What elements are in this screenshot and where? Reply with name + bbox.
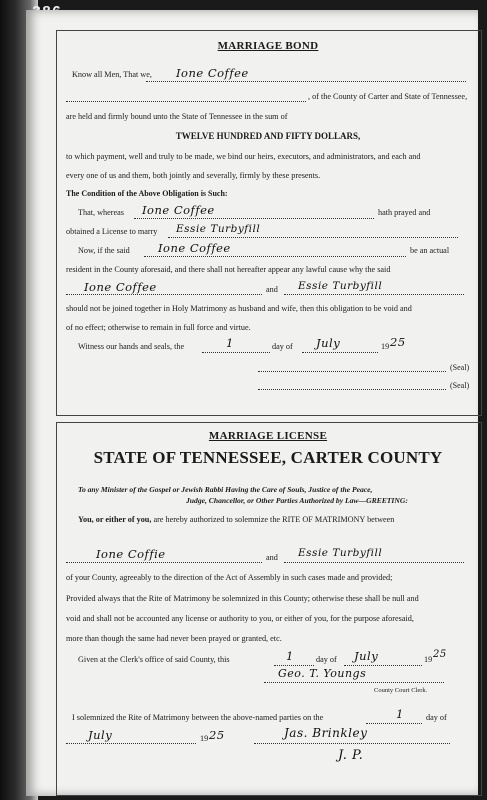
bond-seal-rule-1	[258, 371, 446, 372]
bond-should-not-2: of no effect; otherwise to remain in full force and virtue.	[66, 323, 251, 332]
bond-bride-rule	[284, 294, 464, 295]
bond-whereas-name: Ione Coffee	[142, 203, 215, 217]
bond-principal-name: Ione Coffee	[176, 66, 249, 80]
license-state-county: STATE OF TENNESSEE, CARTER COUNTY	[93, 448, 443, 467]
bond-payment-line-2: every one of us and them, both jointly and severally, firmly by these presents.	[66, 171, 321, 180]
bond-day-rule	[202, 352, 270, 353]
bond-county-line: , of the County of Carter and State of Tennessee,	[308, 92, 468, 101]
bond-license-bride: Essie Turbyfill	[176, 223, 261, 235]
bond-year-prefix: 19	[381, 342, 390, 351]
license-groom-name: Ione Coffie	[96, 547, 166, 561]
license-of-your-county: of your County, agreeably to the direction of the Act of Assembly in such cases made and provided;	[66, 573, 393, 582]
license-day-of: day of	[316, 655, 337, 664]
bond-groom-rule	[66, 294, 262, 295]
license-bride-name: Essie Turbyfill	[298, 547, 383, 559]
license-title: MARRIAGE LICENSE	[208, 430, 328, 442]
bond-bride-name: Essie Turbyfill	[298, 280, 383, 292]
bond-surety-rule	[66, 101, 306, 102]
license-to-any-2: Judge, Chancellor, or Other Parties Authorized by Law—GREETING:	[186, 496, 408, 505]
license-to-any-1: To any Minister of the Gospel or Jewish Rabbi Having the Care of Souls, Justice of the Peace,	[78, 485, 373, 494]
license-official-rule	[254, 743, 450, 744]
license-groom-rule	[66, 562, 262, 563]
license-year-suffix: 25	[433, 649, 447, 660]
bond-license-rule	[168, 237, 458, 238]
document-page	[26, 10, 478, 796]
license-clerk-signature: Geo. T. Youngs	[278, 667, 367, 680]
bond-know-all: Know all Men, That we,	[72, 70, 152, 79]
license-solemnized-month-rule	[66, 743, 196, 744]
bond-and-word: and	[266, 285, 278, 294]
bond-now-if-name: Ione Coffee	[158, 241, 231, 255]
license-month: July	[354, 649, 379, 663]
license-official-signature: Jas. Brinkley	[284, 726, 368, 740]
license-you-either: You, or either of you,	[78, 515, 152, 524]
bond-hath-prayed: hath prayed and	[378, 208, 431, 217]
bond-seal-rule-2	[258, 389, 446, 390]
license-solemnized-day: 1	[396, 707, 404, 721]
bond-that-whereas: That, whereas	[78, 208, 124, 217]
bond-day-of: day of	[272, 342, 293, 351]
bond-groom-name: Ione Coffee	[84, 280, 157, 294]
license-month-rule	[344, 665, 422, 666]
bond-seal-1: (Seal)	[450, 363, 470, 372]
license-solemnized-month: July	[88, 728, 113, 742]
bond-title: MARRIAGE BOND	[217, 40, 319, 52]
license-provided: Provided always that the Rite of Matrimony be solemnized in this County; otherwise these shall be null and	[66, 594, 419, 603]
license-and-word: and	[266, 553, 278, 562]
bond-witness: Witness our hands and seals, the	[78, 342, 185, 351]
bond-payment-line-1: to which payment, well and truly to be made, we bind our heirs, executors, and administrators, and each and	[66, 152, 421, 161]
bond-year-suffix: 25	[390, 335, 406, 349]
marriage-license-frame	[56, 422, 482, 796]
license-official-title: J. P.	[338, 748, 364, 763]
license-solemnized-year-suffix: 25	[209, 728, 225, 742]
license-more-than: more than though the same had never been prayed or granted, etc.	[66, 634, 282, 643]
bond-day: 1	[226, 336, 234, 350]
bond-obtained-license: obtained a License to marry	[66, 227, 158, 236]
marriage-bond-frame	[56, 30, 482, 416]
license-solemnized-day-of: day of	[426, 713, 447, 722]
bond-resident: resident in the County aforesaid, and there shall not hereafter appear any lawful cause why the said	[66, 265, 391, 274]
license-day: 1	[286, 649, 294, 663]
license-county-court-clerk: County Court Clerk.	[374, 687, 428, 694]
bond-amount: TWELVE HUNDRED AND FIFTY DOLLARS,	[175, 131, 361, 141]
bond-month: July	[316, 336, 341, 350]
bond-held-bound: are held and firmly bound unto the State of Tennessee in the sum of	[66, 112, 288, 121]
license-year-prefix: 19	[424, 655, 433, 664]
bond-month-rule	[302, 352, 378, 353]
license-solemnized-year-prefix: 19	[200, 734, 209, 743]
license-solemnized-day-rule	[366, 723, 422, 724]
bond-be-actual: be an actual	[410, 246, 450, 255]
bond-seal-2: (Seal)	[450, 381, 470, 390]
bond-now-if: Now, if the said	[78, 246, 130, 255]
license-day-rule	[274, 665, 314, 666]
license-clerk-rule	[264, 682, 444, 683]
bond-now-if-rule	[144, 256, 406, 257]
bond-names-rule	[146, 81, 466, 82]
license-void: void and shall not be accounted any license or authority to you, or either of you, for the purpose aforesaid,	[66, 614, 414, 623]
license-bride-rule	[284, 562, 464, 563]
bond-whereas-rule	[134, 218, 374, 219]
license-authorized: are hereby authorized to solemnize the RITE OF MATRIMONY between	[153, 515, 395, 524]
bond-should-not-1: should not be joined together in Holy Matrimony as husband and wife, then this obligation to be void and	[66, 304, 412, 313]
license-given: Given at the Clerk's office of said County, this	[78, 655, 230, 664]
bond-condition-heading: The Condition of the Above Obligation is Such:	[66, 189, 228, 198]
license-solemnized: I solemnized the Rite of Matrimony between the above-named parties on the	[72, 713, 324, 722]
